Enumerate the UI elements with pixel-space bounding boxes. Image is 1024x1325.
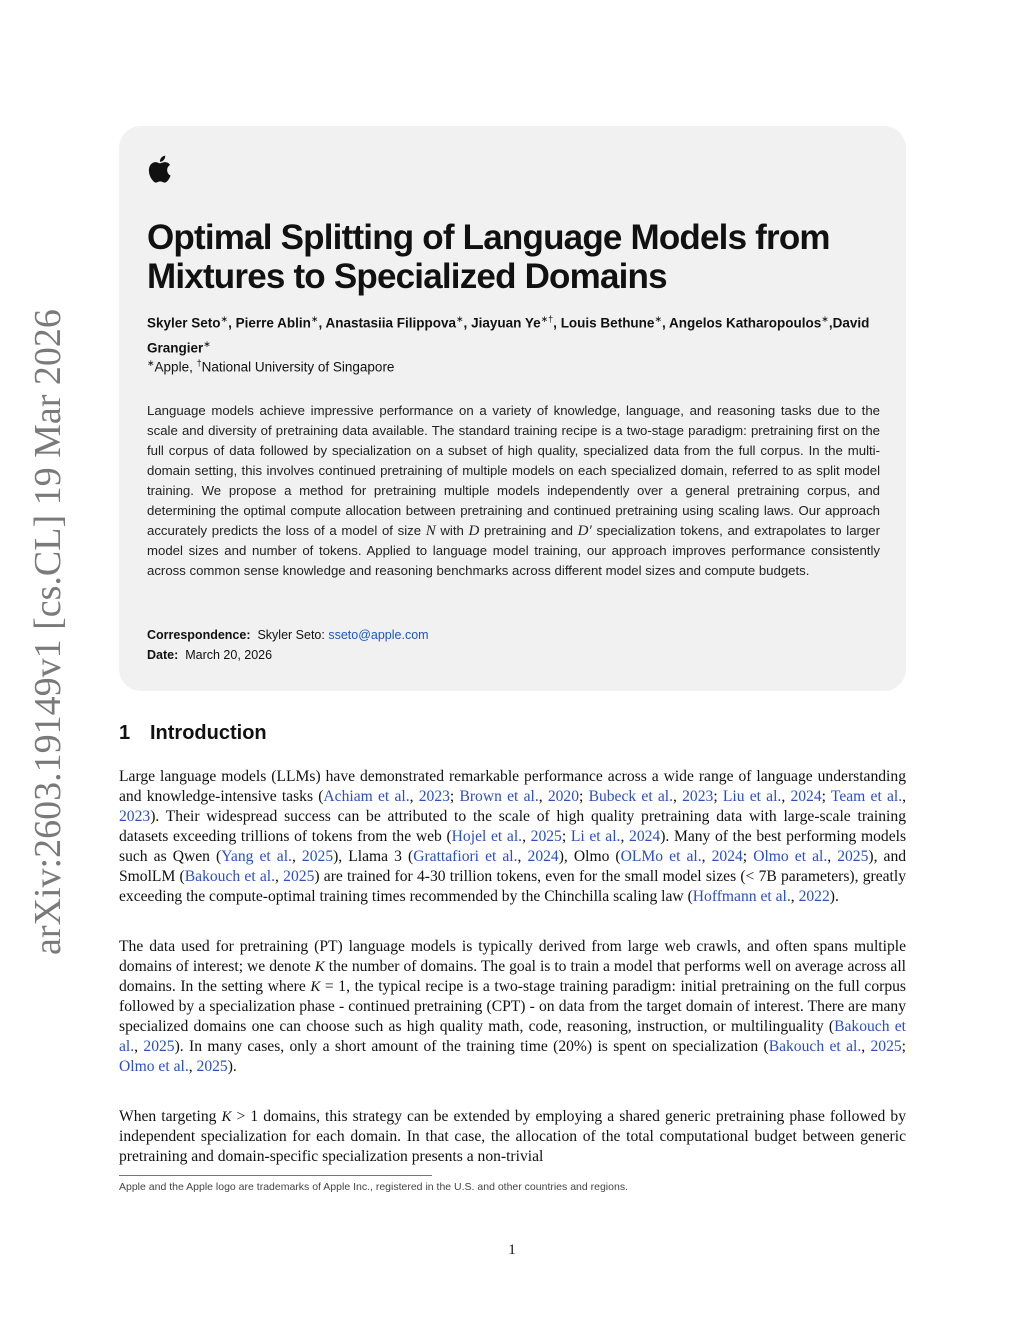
date-line xyxy=(147,648,272,662)
citation-link[interactable]: 2023 xyxy=(119,808,151,825)
citation-link[interactable]: Bakouch et al. xyxy=(768,1038,862,1055)
paragraph-text: , the typical recipe is a two-stage training paradigm: initial pretraining on the full corpus followed by a specialization phase - continued pretraining (CPT) - on data from the target domain of interest. There are many specialized domains one can choose such as high quality math, code, reasoning, instruction, or multilinguality ( xyxy=(119,978,906,1035)
author-affiliation-mark: ∗ xyxy=(220,314,229,324)
citation-link[interactable]: Achiam et al. xyxy=(323,788,410,805)
math-symbol: K xyxy=(221,1109,232,1125)
paragraph-text: , xyxy=(275,868,284,885)
paragraph-text: , xyxy=(522,828,531,845)
citation-link[interactable]: Olmo et al. xyxy=(119,1058,189,1075)
citation-link[interactable]: 2020 xyxy=(547,788,580,805)
paragraph-text: , xyxy=(902,788,907,805)
paragraph-text: > 1 domains, this strategy can be extended by employing a shared generic pretraining phase followed by independent specialization for each domain. In that case, the allocation of the total computational budget between generic pretraining and domain-specific specialization presents a non-trivial xyxy=(119,1108,906,1165)
paragraph-text: ), and SmolLM ( xyxy=(119,848,907,885)
paragraph-text: ). Their widespread success can be attributed to the scale of high quality pretraining data with large-scale training datasets exceeding trillions of tokens from the web ( xyxy=(119,808,906,845)
citation-link[interactable]: Bakouch et al. xyxy=(119,1018,906,1055)
citation-link[interactable]: Li et al. xyxy=(570,828,621,845)
abstract-text: pretraining and xyxy=(479,523,578,538)
paragraph-text: ; xyxy=(901,1038,906,1055)
paragraph-text: the number of domains. The goal is to train a model that performs well on average across all domains. In the setting where xyxy=(119,958,906,995)
author-name: Angelos Katharopoulos xyxy=(669,315,822,331)
author-name: Skyler Seto xyxy=(147,315,221,331)
math-symbol: D′ xyxy=(577,523,592,539)
paragraph-text: ; xyxy=(821,788,831,805)
affiliation-apple: Apple, xyxy=(154,359,197,375)
author-affiliation-mark: ∗† xyxy=(540,314,554,324)
paragraph-text: , xyxy=(517,848,528,865)
author-name: Jiayuan Ye xyxy=(471,315,541,331)
section-title: Introduction xyxy=(150,722,267,744)
author-affiliation-mark: ∗ xyxy=(310,314,319,324)
citation-link[interactable]: Yang et al. xyxy=(221,848,292,865)
citation-link[interactable]: 2023 xyxy=(418,788,450,805)
correspondence-line xyxy=(147,628,429,642)
date-label: Date: xyxy=(147,648,179,662)
title-line-1: Optimal Splitting of Language Models from xyxy=(147,218,830,257)
math-symbol: D xyxy=(468,523,480,539)
citation-link[interactable]: 2024 xyxy=(527,848,559,865)
paragraph-text: ). xyxy=(829,888,839,905)
paragraph-2 xyxy=(119,937,906,1077)
math-symbol: K xyxy=(314,959,325,975)
paragraph-text: , xyxy=(620,828,630,845)
paragraph-text: ), Llama 3 ( xyxy=(333,848,414,865)
correspondence-email-link[interactable]: sseto@apple.com xyxy=(328,628,429,642)
paper-header-card xyxy=(119,126,906,691)
paragraph-text: Large language models (LLMs) have demonstrated remarkable performance across a wide range of language understanding and knowledge-intensive tasks ( xyxy=(119,768,906,805)
paragraph-text: ; xyxy=(713,788,723,805)
citation-link[interactable]: 2025 xyxy=(870,1038,902,1055)
section-heading-introduction xyxy=(119,722,267,745)
paragraph-text: ; xyxy=(579,788,589,805)
affiliations xyxy=(147,358,394,375)
author-list xyxy=(147,309,887,358)
citation-link[interactable]: Team et al. xyxy=(830,788,903,805)
paragraph-text: , xyxy=(538,788,548,805)
author-affiliation-mark: ∗ xyxy=(654,314,662,324)
author-affiliation-mark: ∗ xyxy=(456,314,464,324)
section-number: 1 xyxy=(119,722,131,744)
paragraph-text: ). In many cases, only a short amount of the training time (20%) is spent on specialization ( xyxy=(174,1038,769,1055)
paragraph-text: ) are trained for 4-30 trillion tokens, even for the small model sizes (< 7B parameters), greatly exceeding the compute-optimal training times recommended by the Chinchilla scaling law ( xyxy=(119,868,907,905)
paragraph-text: ). xyxy=(227,1058,237,1075)
citation-link[interactable]: 2025 xyxy=(837,848,869,865)
author-separator: , xyxy=(553,315,561,331)
author-separator: , xyxy=(228,315,236,331)
citation-link[interactable]: Grattafiori et al. xyxy=(413,848,518,865)
math-symbol: N xyxy=(425,523,436,539)
apple-logo-icon xyxy=(146,154,172,184)
author-name: Louis Bethune xyxy=(560,315,655,331)
citation-link[interactable]: 2025 xyxy=(143,1038,175,1055)
title-line-2: Mixtures to Specialized Domains xyxy=(147,257,667,296)
citation-link[interactable]: Hojel et al. xyxy=(451,828,523,845)
paragraph-text: , xyxy=(409,788,419,805)
abstract xyxy=(147,401,880,581)
author-affiliation-mark: ∗ xyxy=(203,338,211,349)
affiliation-mark: † xyxy=(196,358,202,368)
abstract-text: with xyxy=(435,523,469,538)
paragraph-text: ; xyxy=(561,828,571,845)
citation-link[interactable]: OLMo et al. xyxy=(620,848,702,865)
affiliation-nus: National University of Singapore xyxy=(201,359,395,375)
footnote-divider xyxy=(119,1175,432,1176)
page-number: 1 xyxy=(508,1242,516,1258)
date-value: March 20, 2026 xyxy=(185,648,273,662)
author-separator: , xyxy=(828,315,833,331)
author-separator: , xyxy=(661,315,669,331)
trademark-footnote: Apple and the Apple logo are trademarks of Apple Inc., registered in the U.S. and other countries and regions. xyxy=(119,1181,628,1193)
math-symbol: K xyxy=(310,979,321,995)
paragraph-text: , xyxy=(827,848,838,865)
citation-link[interactable]: 2025 xyxy=(530,828,562,845)
citation-link[interactable]: 2024 xyxy=(790,788,822,805)
citation-link[interactable]: Hoffmann et al. xyxy=(692,888,791,905)
citation-link[interactable]: 2024 xyxy=(711,848,743,865)
citation-link[interactable]: Brown et al. xyxy=(459,788,539,805)
paragraph-text: , xyxy=(861,1038,871,1055)
citation-link[interactable]: 2022 xyxy=(798,888,830,905)
citation-link[interactable]: 2025 xyxy=(196,1058,228,1075)
paragraph-text: When targeting xyxy=(119,1108,222,1125)
abstract-text: specialization tokens, and extrapolates to larger model sizes and number of tokens. Applied to language model training, our approach improves performance consistently across common sense knowledge and reasoning benchmarks across different model sizes and compute budgets. xyxy=(147,523,881,578)
citation-link[interactable]: Bakouch et al. xyxy=(184,868,276,885)
correspondence-name: Skyler Seto: xyxy=(257,628,325,642)
paragraph-text: The data used for pretraining (PT) language models is typically derived from large web crawls, and often spans multiple domains of interest; we denote xyxy=(119,938,906,975)
author-affiliation-mark: ∗ xyxy=(821,314,829,324)
citation-link[interactable]: Bubeck et al. xyxy=(588,788,674,805)
paragraph-1 xyxy=(119,767,906,907)
paragraph-text: , xyxy=(781,788,791,805)
citation-link[interactable]: 2024 xyxy=(629,828,661,845)
affiliation-mark: ∗ xyxy=(147,358,155,368)
paragraph-text: ; xyxy=(449,788,460,805)
paper-title xyxy=(147,218,887,296)
citation-link[interactable]: 2025 xyxy=(301,848,334,865)
citation-link[interactable]: 2025 xyxy=(283,868,315,885)
paragraph-3 xyxy=(119,1107,906,1167)
paragraph-text: , xyxy=(701,848,712,865)
paragraph-text: = 1 xyxy=(320,978,347,995)
citation-link[interactable]: Liu et al. xyxy=(722,788,782,805)
paragraph-text: , xyxy=(673,788,683,805)
author-name: David Grangier xyxy=(147,315,870,355)
author-name: Anastasiia Filippova xyxy=(325,315,456,331)
paragraph-text: ), Olmo ( xyxy=(558,848,621,865)
citation-link[interactable]: 2023 xyxy=(682,788,714,805)
abstract-text: Language models achieve impressive performance on a variety of knowledge, language, and reasoning tasks due to the scale and diversity of pretraining data available. The standard training recipe is a two-stage paradigm: pretraining first on the full corpus of data followed by specialization on a subset of high quality, specialized data from the full corpus. In the multi-domain setting, this involves continued pretraining of multiple models on each specialized domain, referred to as split model training. We propose a method for pretraining multiple models independently over a general pretraining corpus, and determining the optimal compute allocation between pretraining and continued pretraining using scaling laws. Our approach accurately predicts the loss of a model of size xyxy=(147,403,880,538)
author-separator: , xyxy=(318,315,326,331)
paragraph-text: , xyxy=(291,848,302,865)
paragraph-text: , xyxy=(790,888,799,905)
author-name: Pierre Ablin xyxy=(235,315,311,331)
paragraph-text: , xyxy=(188,1058,197,1075)
correspondence-label: Correspondence: xyxy=(147,628,251,642)
paragraph-text: ; xyxy=(742,848,754,865)
paragraph-text: , xyxy=(134,1038,144,1055)
paragraph-text: ). Many of the best performing models such as Qwen ( xyxy=(119,828,907,865)
arxiv-identifier-stamp: arXiv:2603.19149v1 [cs.CL] 19 Mar 2026 xyxy=(27,309,69,955)
citation-link[interactable]: Olmo et al. xyxy=(753,848,828,865)
author-separator: , xyxy=(463,315,472,331)
